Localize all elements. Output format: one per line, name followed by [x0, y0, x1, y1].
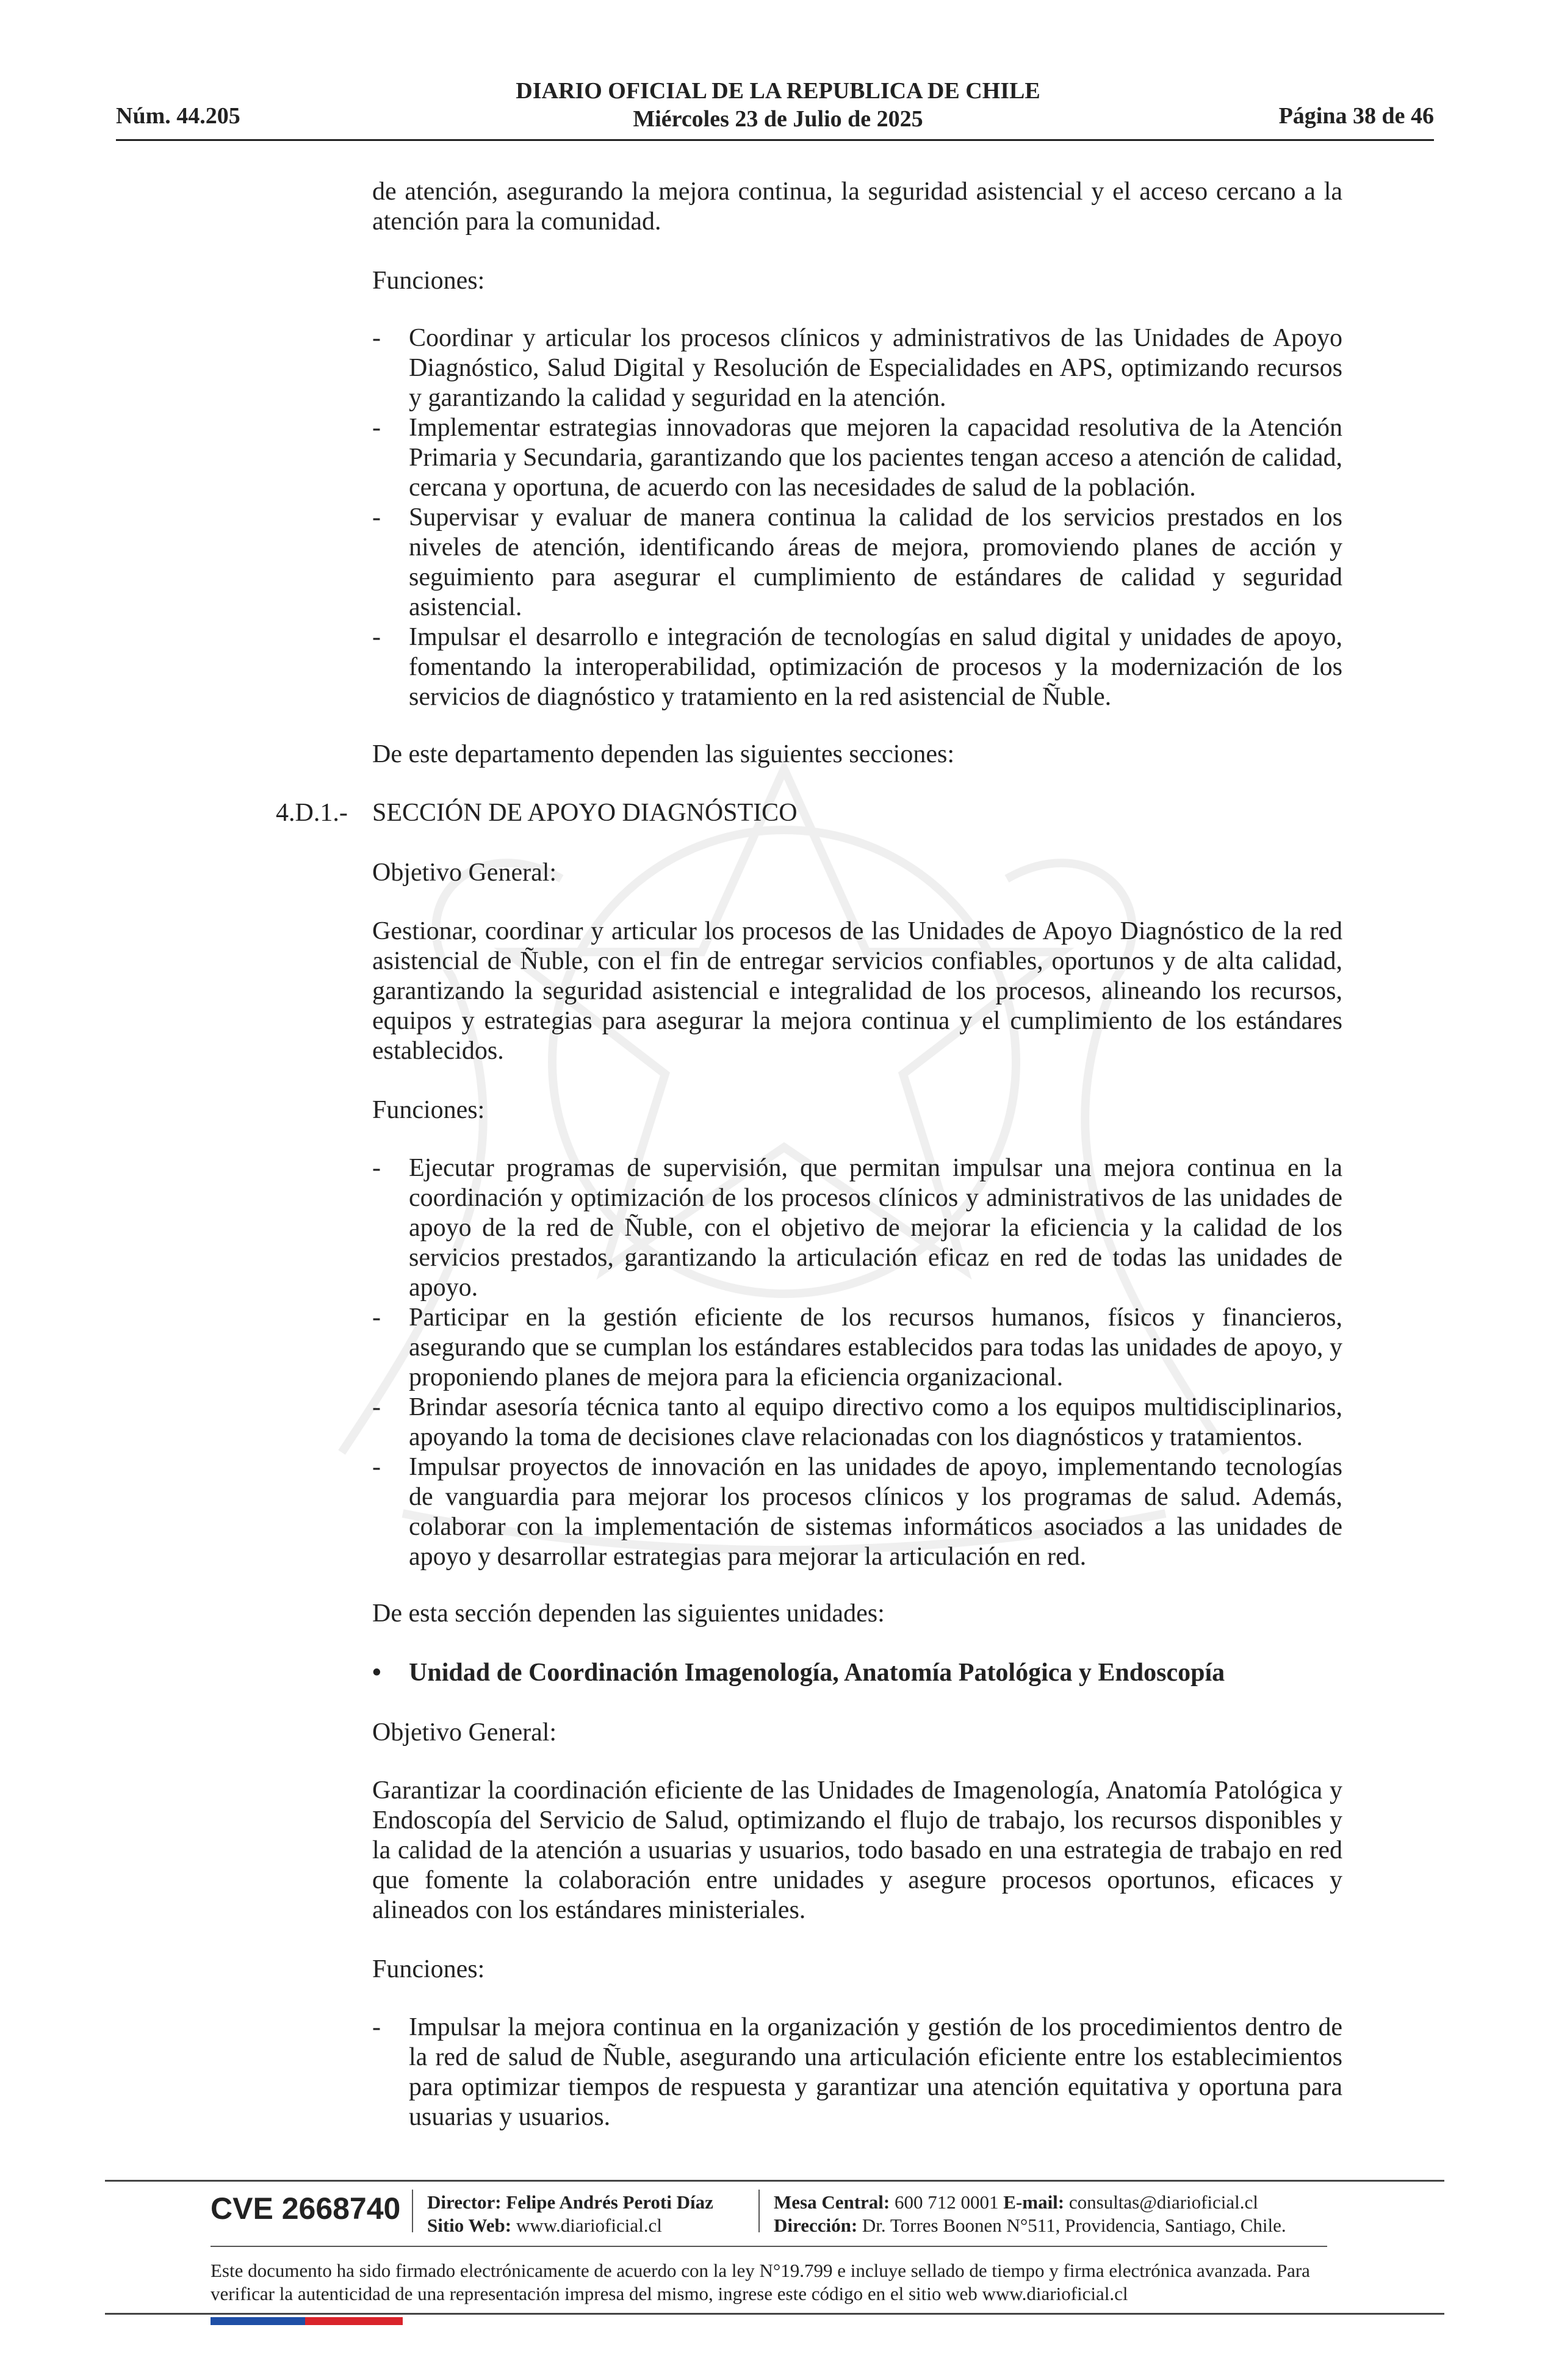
list-item-text: Supervisar y evaluar de manera continua la calidad de los servicios prestados en los niveles de atención, identificando áreas de mejora, promoviendo planes de acción y seguimiento para asegurar el cumplimiento de estándares de calidad y seguridad asistencial. [409, 503, 1342, 621]
phone-number: 600 712 0001 [895, 2191, 999, 2213]
list-item: - Coordinar y articular los procesos clínicos y administrativos de las Unidades de Apoyo Diagnóstico, Salud Digital y Resolución de Especialidades en APS, optimizando recursos y garantizando la calidad y seguridad en la atención. [372, 324, 1342, 412]
unit-objective: Garantizar la coordinación eficiente de las Unidades de Imagenología, Anatomía Patológica y Endoscopía del Servicio de Salud, optimizando el flujo de trabajo, los recursos disponibles y la calidad de la atención a usuarias y usuarios, todo basado en una estrategia de trabajo en red que fomente la colaboración entre unidades y asegure procesos oportunos, eficaces y alineados con los estándares ministeriales. [372, 1776, 1342, 1924]
list-item: - Impulsar el desarrollo e integración de tecnologías en salud digital y unidades de apoyo, fomentando la interoperabilidad, optimización de procesos y la modernización de los servicios de diagnóstico y tratamiento en la red asistencial de Ñuble. [372, 623, 1342, 711]
objective-label: Objetivo General: [372, 1718, 557, 1747]
section-objective: Gestionar, coordinar y articular los procesos de las Unidades de Apoyo Diagnóstico de la red asistencial de Ñuble, con el fin de entregar servicios confiables, oportunos y de alta calidad, garantizando la seguridad asistencial e integralidad de los procesos, alineando los recursos, equipos y estrategias para asegurar la mejora continua y el cumplimiento de los estándares establecidos. [372, 917, 1342, 1065]
website-link[interactable]: www.diarioficial.cl [516, 2215, 662, 2236]
footer-separator [412, 2190, 413, 2232]
address-text: Dr. Torres Boonen N°511, Providencia, Santiago, Chile. [862, 2215, 1286, 2236]
intro-paragraph: de atención, asegurando la mejora continua, la seguridad asistencial y el acceso cercano a la atención para la comunidad. [372, 178, 1342, 236]
list-item-text: Impulsar el desarrollo e integración de tecnologías en salud digital y unidades de apoyo, fomentando la interoperabilidad, optimización de procesos y la modernización de los servicios de diagnóstico y tratamiento en la red asistencial de Ñuble. [409, 623, 1342, 711]
contact-line [774, 2191, 1258, 2214]
phone-label: Mesa Central: [774, 2191, 890, 2213]
flag-stripe-blue [211, 2317, 305, 2325]
list-item-text: Participar en la gestión eficiente de los recursos humanos, físicos y financieros, asegurando que se cumplan los estándares establecidos para todas las unidades de apoyo, y proponiendo planes de mejora para la eficiencia organizacional. [409, 1304, 1342, 1391]
footer-separator [758, 2190, 760, 2232]
address-label: Dirección: [774, 2215, 858, 2236]
director-name: Felipe Andrés Peroti Díaz [506, 2191, 713, 2213]
director-line [427, 2191, 713, 2214]
sections-intro: De este departamento dependen las siguientes secciones: [372, 740, 954, 768]
publication-date: Miércoles 23 de Julio de 2025 [633, 106, 923, 132]
list-item-text: Implementar estrategias innovadoras que mejoren la capacidad resolutiva de la Atención Primaria y Secundaria, garantizando que los pacientes tengan acceso a atención de calidad, cercana y oportuna, de acuerdo con las necesidades de salud de la población. [409, 414, 1342, 502]
list-item-text: Ejecutar programas de supervisión, que permitan impulsar una mejora continua en la coordinación y optimización de los procesos clínicos y administrativos de las unidades de apoyo de la red de Ñuble, con el objetivo de mejorar la eficiencia y la calidad de los servicios prestados, garantizando la articulación eficaz en red de todas las unidades de apoyo. [409, 1154, 1342, 1302]
page-number: Página 38 de 46 [1278, 103, 1434, 129]
section-number: 4.D.1.- [276, 799, 348, 827]
issue-number: Núm. 44.205 [116, 103, 240, 129]
units-intro: De esta sección dependen las siguientes unidades: [372, 1599, 885, 1628]
list-item: - Impulsar proyectos de innovación en las unidades de apoyo, implementando tecnologías de vanguardia para mejorar los procesos clínicos y los programas de salud. Además, colaborar con la implementación de sistemas informáticos asociados a las unidades de apoyo y desarrollar estrategias para mejorar la articulación en red. [372, 1453, 1342, 1571]
signature-notice: Este documento ha sido firmado electrónicamente de acuerdo con la ley N°19.799 e incluye sellado de tiempo y firma electrónica avanzada. Para verificar la autenticidad de una representación impresa del mismo, ingrese este código en el sitio web www.diarioficial.cl [211, 2260, 1310, 2304]
list-item-text: Coordinar y articular los procesos clínicos y administrativos de las Unidades de Apoyo Diagnóstico, Salud Digital y Resolución de Especialidades en APS, optimizando recursos y garantizando la calidad y seguridad en la atención. [409, 324, 1342, 412]
section-heading: SECCIÓN DE APOYO DIAGNÓSTICO [372, 799, 798, 827]
list-item: - Impulsar la mejora continua en la organización y gestión de los procedimientos dentro de la red de salud de Ñuble, asegurando una articulación eficiente entre los establecimientos para optimizar tiempos de respuesta y garantizar una atención equitativa y oportuna para usuarias y usuarios. [372, 2013, 1342, 2131]
footer-divider [105, 2313, 1444, 2315]
list-item: - Supervisar y evaluar de manera continua la calidad de los servicios prestados en los niveles de atención, identificando áreas de mejora, promoviendo planes de acción y seguimiento para asegurar el cumplimiento de estándares de calidad y seguridad asistencial. [372, 503, 1342, 621]
list-item: - Ejecutar programas de supervisión, que permitan impulsar una mejora continua en la coordinación y optimización de los procesos clínicos y administrativos de las unidades de apoyo de la red de Ñuble, con el objetivo de mejorar la eficiencia y la calidad de los servicios prestados, garantizando la articulación eficaz en red de todas las unidades de apoyo. [372, 1154, 1342, 1302]
director-label: Director: [427, 2191, 502, 2213]
publication-title: DIARIO OFICIAL DE LA REPUBLICA DE CHILE [516, 78, 1040, 104]
footer-divider [105, 2180, 1444, 2182]
website-line [427, 2214, 662, 2237]
bullet-icon: • [372, 1659, 381, 1687]
list-item: - Implementar estrategias innovadoras que mejoren la capacidad resolutiva de la Atención Primaria y Secundaria, garantizando que los pacientes tengan acceso a atención de calidad, cercana y oportuna, de acuerdo con las necesidades de salud de la población. [372, 414, 1342, 502]
masthead [476, 77, 1080, 133]
email-link[interactable]: consultas@diarioficial.cl [1068, 2191, 1258, 2213]
cve-code: CVE 2668740 [211, 2191, 401, 2226]
address-line [774, 2214, 1286, 2237]
flag-stripe-red [305, 2317, 403, 2325]
list-item-text: Impulsar proyectos de innovación en las unidades de apoyo, implementando tecnologías de vanguardia para mejorar los procesos clínicos y los programas de salud. Además, colaborar con la implementación de sistemas informáticos asociados a las unidades de apoyo y desarrollar estrategias para mejorar la articulación en red. [409, 1453, 1342, 1571]
header-divider [116, 139, 1434, 141]
objective-label: Objetivo General: [372, 859, 557, 887]
unit-title: Unidad de Coordinación Imagenología, Anatomía Patológica y Endoscopía [409, 1659, 1225, 1687]
list-item-text: Brindar asesoría técnica tanto al equipo directivo como a los equipos multidisciplinarios, apoyando la toma de decisiones clave relacionadas con los diagnósticos y tratamientos. [409, 1393, 1342, 1451]
email-label: E-mail: [1003, 2191, 1065, 2213]
unit-heading [372, 1658, 1342, 1688]
website-label: Sitio Web: [427, 2215, 512, 2236]
list-item: - Brindar asesoría técnica tanto al equipo directivo como a los equipos multidisciplinarios, apoyando la toma de decisiones clave relacionadas con los diagnósticos y tratamientos. [372, 1393, 1342, 1451]
functions-label: Funciones: [372, 1955, 485, 1983]
functions-label: Funciones: [372, 1096, 485, 1124]
footer-divider [211, 2246, 1327, 2247]
functions-label: Funciones: [372, 267, 485, 295]
list-item-text: Impulsar la mejora continua en la organización y gestión de los procedimientos dentro de la red de salud de Ñuble, asegurando una articulación eficiente entre los establecimientos para optimizar tiempos de respuesta y garantizar una atención equitativa y oportuna para usuarias y usuarios. [409, 2013, 1342, 2131]
list-item: - Participar en la gestión eficiente de los recursos humanos, físicos y financieros, asegurando que se cumplan los estándares establecidos para todas las unidades de apoyo, y proponiendo planes de mejora para la eficiencia organizacional. [372, 1304, 1342, 1391]
